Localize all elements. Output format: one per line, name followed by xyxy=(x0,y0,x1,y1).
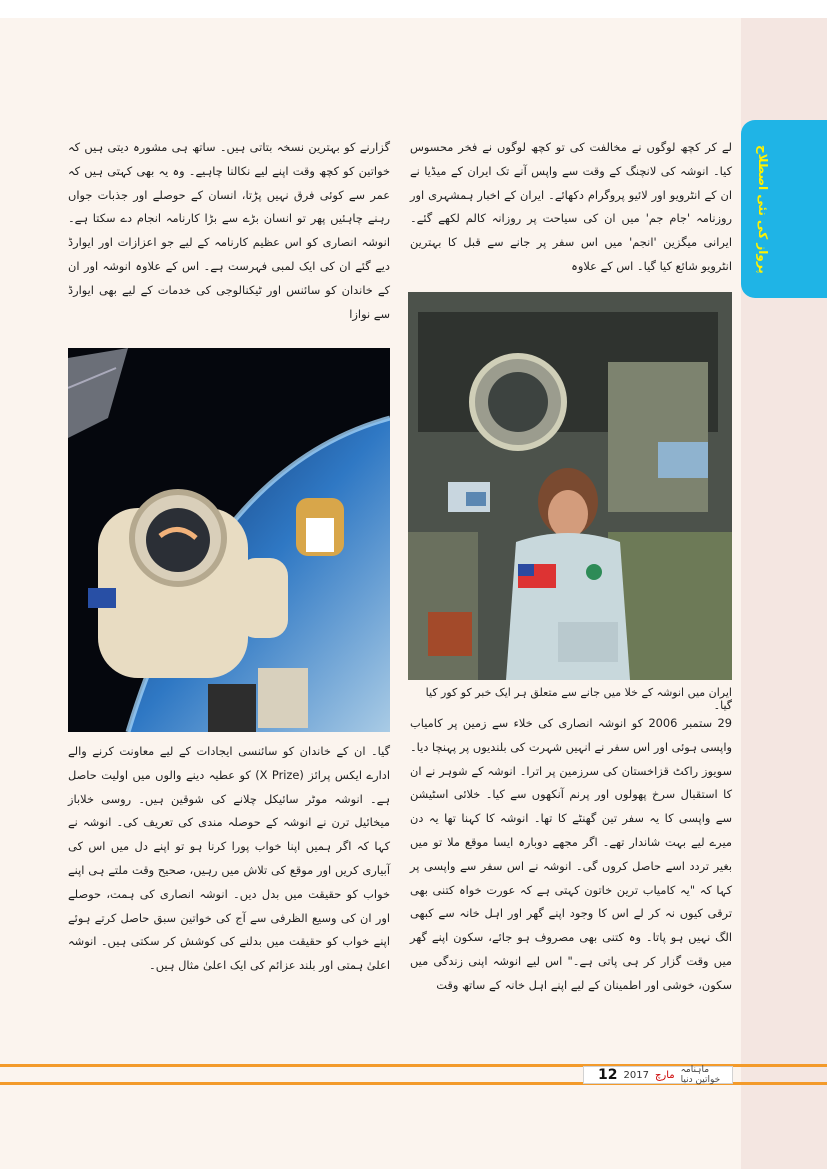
article-paragraph: 29 ستمبر 2006 کو انوشہ انصاری کی خلاء سے زمین پر کامیاب واپسی ہوئی اور اس سفر نے انہیں شہرت کی بلندیوں پر پہنچا دیا۔ سویوز راکٹ قزاخستان کی سرزمین پر اترا۔ انوشہ کے شوہر نے ان کا استقبال سرخ پھولوں اور پرنم آنکھوں سے کیا۔ خلائی اسٹیشن سے واپسی کا یہ سفر تین گھنٹے کا تھا۔ انوشہ کا کہنا تھا یہ دن میرے لیے بہت شاندار تھے۔ اگر مجھے دوبارہ ایسا موقع ملا تو میں بغیر تردد اسے حاصل کروں گی۔ انوشہ نے اس سفر سے واپسی پر کہا کہ "یہ کامیاب ترین خاتون کہتی ہے کہ عورت خواہ کتنی بھی ترقی کیوں نہ کر لے اس کا وجود اپنے گھر اور اہل خانہ سے کبھی الگ نہیں ہو پاتا۔ وہ کتنی بھی مصروف ہو جائے، سکون اپنے گھر میں وقت گزار کر ہی پاتی ہے۔" اس لیے انوشہ اپنی زندگی میں سکون، خوشی اور اطمینان کے لیے اپنے اہل خانہ کے ساتھ وقت xyxy=(410,716,732,992)
page-number: 12 xyxy=(598,1067,618,1083)
article-column-left-top xyxy=(68,136,390,326)
article-column-left-bottom xyxy=(68,740,390,978)
issue-month: مارچ xyxy=(654,1069,675,1081)
section-tab-label: پرواز کی نئی اصطلاح xyxy=(756,144,770,274)
space-station-illustration xyxy=(408,292,732,680)
article-paragraph: گیا۔ ان کے خاندان کو سائنسی ایجادات کے لیے معاونت کرنے والے ادارے ایکس پرائز (X Prize) کو عطیہ دینے والوں میں اولیت حاصل ہے۔ انوشہ موٹر سائیکل چلانے کی شوقین ہیں۔ روسی خلاباز میخائیل ترن نے انوشہ کے حوصلہ مندی کی تعریف کی۔ انوشہ نے کہا کہ اگر ہمیں اپنا خواب پورا کرنا ہو تو اپنے دل میں اس کی آبیاری کریں اور موقع کی تلاش میں رہیں، صحیح وقت ملتے ہی اپنے خواب کو حقیقت میں بدل دیں۔ انوشہ انصاری کی ہمت، حوصلے اور ان کی وسیع الظرفی سے آج کی خواتین سبق حاصل کرتے ہوئے اپنے خواب کو حقیقت میں بدلنے کی کوشش کر سکتی ہیں۔ انوشہ اعلیٰ ہمتی اور بلند عزائم کی ایک اعلیٰ مثال ہیں۔ xyxy=(68,744,391,973)
space-station-photo xyxy=(408,292,732,680)
article-paragraph: لے کر کچھ لوگوں نے مخالفت کی تو کچھ لوگوں نے فخر محسوس کیا۔ انوشہ کی لانچنگ کے وقت سے واپس آنے تک ایران کے میڈیا نے ان کے انٹرویو اور لائیو پروگرام دکھائے۔ ایران کے اخبار ہمشہری اور روزنامہ 'جام جم' میں ان کی سیاحت پر روزانہ کالم لکھے گئے۔ ایرانی میگزین 'انجم' میں اس سفر پر جانے سے قبل کا بہترین انٹرویو شائع کیا گیا۔ اس کے علاوہ xyxy=(410,140,732,273)
magazine-name: ماہنامہ خواتین دنیا xyxy=(680,1065,721,1085)
article-paragraph: گزارنے کو بہترین نسخہ بتاتی ہیں۔ ساتھ ہی مشورہ دیتی ہیں کہ خواتین کو کچھ وقت اپنے لیے نکالنا چاہیے۔ وہ یہ بھی کہتی ہیں کہ عمر سے کوئی فرق نہیں پڑتا، انسان کے حوصلے اور جذبات جواں رہنے چاہئیں پھر تو انسان بڑے سے بڑا کارنامہ انجام دے سکتا ہے۔ انوشہ انصاری کو اس عظیم کارنامہ کے لیے جو اعزازات اور ایوارڈ دیے گئے ان کی ایک لمبی فہرست ہے۔ اس کے علاوہ انوشہ اور ان کے خاندان کو سائنس اور ٹیکنالوجی کی خدمات کے لیے بھی ایوارڈ سے نوازا xyxy=(68,140,390,321)
spacewalk-illustration xyxy=(68,348,390,732)
article-column-right-top xyxy=(410,136,732,279)
footer-page-info xyxy=(583,1066,733,1084)
article-column-right-bottom xyxy=(410,712,732,998)
issue-year: 2017 xyxy=(623,1069,649,1081)
photo-caption: ایران میں انوشہ کے خلا میں جانے سے متعلق ہر ایک خبر کو کور کیا گیا۔ xyxy=(425,686,732,712)
spacewalk-photo xyxy=(68,348,390,732)
